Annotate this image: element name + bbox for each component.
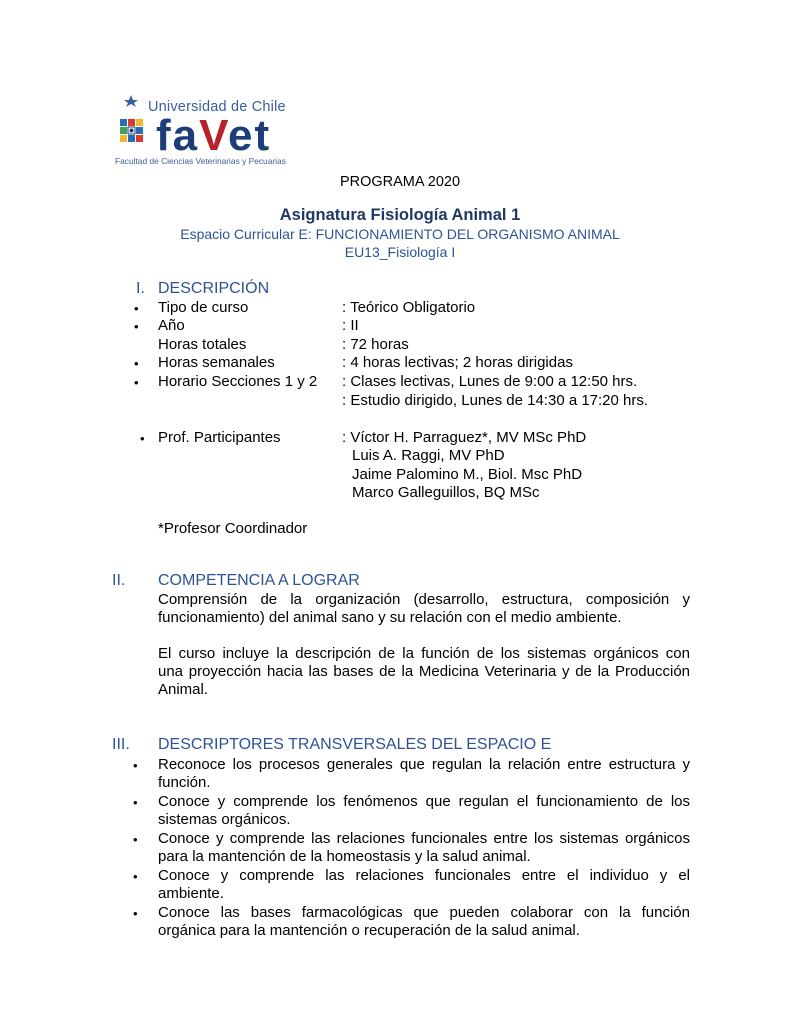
brand-v: V <box>199 111 229 160</box>
desc-label: Horario Secciones 1 y 2 <box>158 373 318 390</box>
desc-label: Tipo de curso <box>158 299 249 316</box>
desc-value: : Teórico Obligatorio <box>342 299 476 316</box>
descriptor-item <box>158 756 690 792</box>
faculty-name: Facultad de Ciencias Veterinarias y Pecuarias <box>115 156 286 166</box>
descriptor-item <box>158 904 690 940</box>
bullet: • <box>134 319 139 334</box>
section3-number: III. <box>112 736 130 753</box>
bullet: • <box>133 832 138 847</box>
descriptor-item <box>158 793 690 829</box>
prof-name: Luis A. Raggi, MV PhD <box>352 447 505 464</box>
descriptor-line: sistemas orgánicos. <box>158 811 291 828</box>
desc-value: : Clases lectivas, Lunes de 9:00 a 12:50 hrs. <box>342 373 638 390</box>
descriptor-line: para la mantención de la homeostasis y la salud animal. <box>158 848 531 865</box>
paragraph-line: El curso incluye la descripción de la función de los sistemas orgánicos con <box>158 645 690 662</box>
descriptor-line: Conoce y comprende las relaciones funcionales entre el individuo y el <box>158 867 690 884</box>
section3-title: DESCRIPTORES TRANSVERSALES DEL ESPACIO E <box>158 736 552 753</box>
prof-name: Marco Galleguillos, BQ MSc <box>352 484 540 501</box>
university-logo <box>112 92 312 172</box>
descriptor-line: Conoce y comprende los fenómenos que regulan el funcionamiento de los <box>158 793 690 810</box>
desc-label: Horas semanales <box>158 354 275 371</box>
bullet: • <box>133 795 138 810</box>
course-code: EU13_Fisiología I <box>344 244 456 260</box>
bullet: • <box>140 431 145 446</box>
prof-name: : Víctor H. Parraguez*, MV MSc PhD <box>342 429 587 446</box>
paragraph-line: una proyección hacia las bases de la Medicina Veterinaria y de la Producción <box>158 663 690 680</box>
paragraph-line: funcionamiento) del animal sano y su relación con el medio ambiente. <box>158 609 622 626</box>
prof-name: Jaime Palomino M., Biol. Msc PhD <box>352 466 583 483</box>
descriptor-line: Conoce las bases farmacológicas que pueden colaborar con la función <box>158 904 690 921</box>
brand-part-1: fa <box>156 111 200 160</box>
descriptor-item <box>158 830 690 866</box>
descriptor-line: orgánica para la mantención o recuperación de la salud animal. <box>158 922 580 939</box>
descriptor-line: ambiente. <box>158 885 224 902</box>
program-title: PROGRAMA 2020 <box>339 174 461 190</box>
brand-part-2: et <box>228 111 272 160</box>
descriptor-line: Conoce y comprende las relaciones funcionales entre los sistemas orgánicos <box>158 830 690 847</box>
university-crest-icon <box>114 116 152 148</box>
university-name: Universidad de Chile <box>148 99 286 115</box>
subject-title: Asignatura Fisiología Animal 1 <box>279 206 521 224</box>
bullet: • <box>134 301 139 316</box>
curricular-space: Espacio Curricular E: FUNCIONAMIENTO DEL ORGANISMO ANIMAL <box>180 226 620 242</box>
crest-star-icon <box>118 94 144 108</box>
paragraph-line: Animal. <box>158 681 209 698</box>
bullet: • <box>133 758 138 773</box>
section1-number: I. <box>136 280 145 297</box>
bullet: • <box>133 906 138 921</box>
bullet: • <box>134 356 139 371</box>
bullet: • <box>133 869 138 884</box>
coordinator-note: *Profesor Coordinador <box>158 520 308 537</box>
desc-value: : 4 horas lectivas; 2 horas dirigidas <box>342 354 573 371</box>
descriptor-line: Reconoce los procesos generales que regulan la relación entre estructura y <box>158 756 690 773</box>
prof-label: Prof. Participantes <box>158 429 281 446</box>
section1-title: DESCRIPCIÓN <box>158 280 270 297</box>
desc-value: : Estudio dirigido, Lunes de 14:30 a 17:20 hrs. <box>342 392 649 409</box>
desc-label: Año <box>158 317 185 334</box>
desc-label: Horas totales <box>158 336 247 353</box>
paragraph-line: Comprensión de la organización (desarrollo, estructura, composición y <box>158 591 690 608</box>
descriptor-line: función. <box>158 774 211 791</box>
descriptor-item <box>158 867 690 903</box>
competence-paragraph <box>158 591 690 627</box>
desc-value: : II <box>342 317 359 334</box>
section2-number: II. <box>112 572 126 589</box>
bullet: • <box>134 375 139 390</box>
course-paragraph <box>158 645 690 699</box>
section2-title: COMPETENCIA A LOGRAR <box>158 572 360 589</box>
desc-value: : 72 horas <box>342 336 409 353</box>
